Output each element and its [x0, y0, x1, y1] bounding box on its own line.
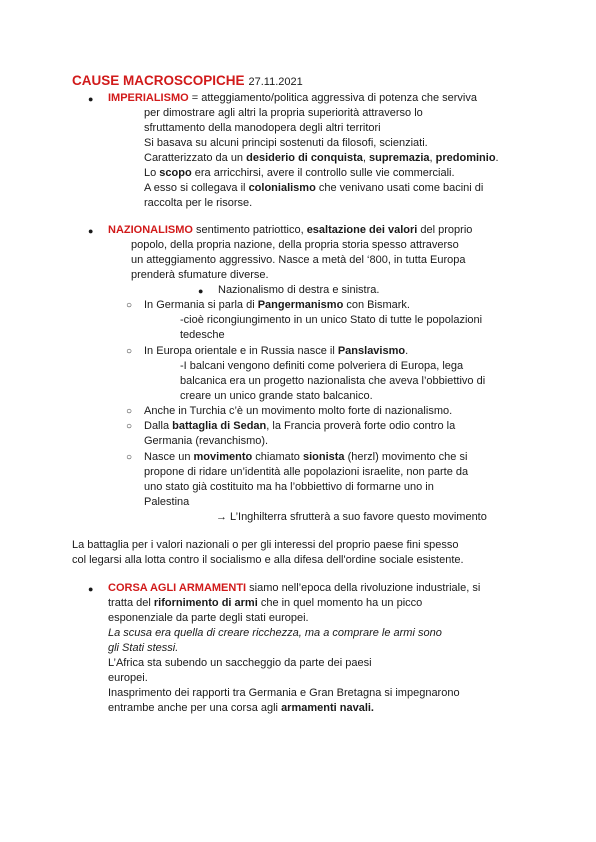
- text: esaltazione dei valori: [306, 224, 418, 236]
- europa-detail-2: balcanica era un progetto nazionalista che aveva l’obbiettivo di: [180, 375, 486, 387]
- sedan-line-2: Germania (revanchismo).: [144, 435, 269, 447]
- inghilterra-arrow-line: → L’Inghilterra sfrutterà a suo favore questo movimento: [216, 511, 487, 523]
- text: del proprio: [417, 224, 473, 236]
- nazionalismo-heading: NAZIONALISMO: [108, 224, 193, 236]
- armamenti-line-4: La scusa era quella di creare ricchezza, ma a comprare le armi sono: [108, 627, 442, 639]
- imperialismo-line-2: per dimostrare agli altri la propria superiorità attraverso lo: [144, 107, 423, 119]
- armamenti-line-9: [108, 701, 374, 716]
- germania-detail-2: tedesche: [180, 329, 225, 341]
- text: che in quel momento ha un picco: [257, 597, 423, 609]
- text: desiderio di conquista: [246, 152, 363, 164]
- text: era arricchirsi, avere il controllo sulle vie commerciali.: [191, 167, 455, 179]
- turchia-line: Anche in Turchia c’è un movimento molto forte di nazionalismo.: [144, 405, 453, 417]
- text: movimento: [193, 451, 253, 463]
- armamenti-line-1: [108, 581, 480, 596]
- nazionalismo-line-1: [108, 223, 472, 238]
- text: ,: [429, 152, 436, 164]
- text: supremazia: [369, 152, 430, 164]
- sionismo-line-3: uno stato già costituito ma ha l’obbiettivo di formarne uno in: [144, 481, 434, 493]
- nazionalismo-sub: Nazionalismo di destra e sinistra.: [218, 284, 380, 296]
- text: In Germania si parla di: [144, 299, 258, 311]
- imperialismo-line-1: [108, 91, 477, 106]
- text: A esso si collegava il: [144, 182, 249, 194]
- text: siamo nell’epoca della rivoluzione industriale, si: [246, 582, 481, 594]
- nazionalismo-line-4: prenderà sfumature diverse.: [131, 269, 269, 281]
- imperialismo-line-3: sfruttamento della manodopera degli altri territori: [144, 122, 381, 134]
- bullet-icon: ●: [88, 584, 94, 594]
- europa-line: [144, 344, 408, 359]
- germania-detail-1: -cioè ricongiungimento in un unico Stato di tutte le popolazioni: [180, 314, 483, 326]
- sedan-line: [144, 419, 455, 434]
- date: 27.11.2021: [248, 76, 303, 88]
- text: sionista: [302, 451, 345, 463]
- armamenti-line-2: [108, 596, 422, 611]
- circle-bullet-icon: ○: [126, 406, 133, 417]
- armamenti-line-8: Inasprimento dei rapporti tra Germania e Gran Bretagna si impegnarono: [108, 687, 460, 699]
- imperialismo-line-6: [144, 166, 455, 181]
- text: Dalla: [144, 420, 173, 432]
- page-title: [72, 72, 303, 91]
- text: armamenti navali.: [281, 702, 374, 714]
- text: Panslavismo: [337, 345, 406, 357]
- circle-bullet-icon: ○: [126, 421, 133, 432]
- armamenti-line-7: europei.: [108, 672, 148, 684]
- text: .: [495, 152, 499, 164]
- circle-bullet-icon: ○: [126, 300, 133, 311]
- text: Pangermanismo: [257, 299, 344, 311]
- sionismo-line-4: Palestina: [144, 496, 190, 508]
- germania-line: [144, 298, 410, 313]
- circle-bullet-icon: ○: [126, 452, 133, 463]
- circle-bullet-icon: ○: [126, 346, 133, 357]
- imperialismo-line-5: [144, 151, 499, 166]
- bullet-icon: ●: [88, 94, 94, 104]
- text: che venivano usati come bacini di: [315, 182, 484, 194]
- armamenti-line-3: esponenziale da parte degli stati europei.: [108, 612, 309, 624]
- imperialismo-line-7: [144, 181, 483, 196]
- text: tratta del: [108, 597, 154, 609]
- paragraph-line-2: col legarsi alla lotta contro il socialismo e alla difesa dell'ordine sociale esistente.: [72, 554, 464, 566]
- text: = atteggiamento/politica aggressiva di potenza che serviva: [188, 92, 477, 104]
- paragraph-line-1: La battaglia per i valori nazionali o per gli interessi del proprio paese fini spesso: [72, 539, 459, 551]
- bullet-icon: ●: [198, 286, 204, 296]
- armamenti-line-5: gli Stati stessi.: [108, 642, 179, 654]
- text: sentimento patriottico,: [192, 224, 307, 236]
- text: scopo: [159, 167, 192, 179]
- text: Nasce un: [144, 451, 194, 463]
- sionismo-line-1: [144, 450, 467, 465]
- sionismo-line-2: propone di ridare un’identità alle popolazioni israelite, non parte da: [144, 466, 469, 478]
- text: .: [405, 345, 409, 357]
- text: ,: [362, 152, 369, 164]
- text: colonialismo: [248, 182, 316, 194]
- text: con Bismark.: [343, 299, 410, 311]
- text: rifornimento di armi: [153, 597, 258, 609]
- europa-detail-1: -I balcani vengono definiti come polveriera di Europa, lega: [180, 360, 464, 372]
- text: , la Francia proverà forte odio contro la: [266, 420, 456, 432]
- nazionalismo-line-3: un atteggiamento aggressivo. Nasce a metà del ‘800, in tutta Europa: [131, 254, 466, 266]
- bullet-icon: ●: [88, 226, 94, 236]
- imperialismo-line-8: raccolta per le risorse.: [144, 197, 253, 209]
- text: (herzl) movimento che si: [344, 451, 468, 463]
- title-text: CAUSE MACROSCOPICHE: [72, 73, 245, 88]
- armamenti-heading: CORSA AGLI ARMAMENTI: [108, 582, 247, 594]
- text: entrambe anche per una corsa agli: [108, 702, 282, 714]
- text: chiamato: [252, 451, 303, 463]
- text: Caratterizzato da un: [144, 152, 247, 164]
- text: In Europa orientale e in Russia nasce il: [144, 345, 338, 357]
- armamenti-line-6: L’Africa sta subendo un saccheggio da parte dei paesi: [108, 657, 372, 669]
- imperialismo-heading: IMPERIALISMO: [108, 92, 189, 104]
- text: battaglia di Sedan: [172, 420, 267, 432]
- europa-detail-3: creare un unico grande stato balcanico.: [180, 390, 373, 402]
- imperialismo-line-4: Si basava su alcuni principi sostenuti da filosofi, scienziati.: [144, 137, 428, 149]
- text: Lo: [144, 167, 160, 179]
- nazionalismo-line-2: popolo, della propria nazione, della propria storia spesso attraverso: [131, 239, 459, 251]
- text: predominio: [435, 152, 496, 164]
